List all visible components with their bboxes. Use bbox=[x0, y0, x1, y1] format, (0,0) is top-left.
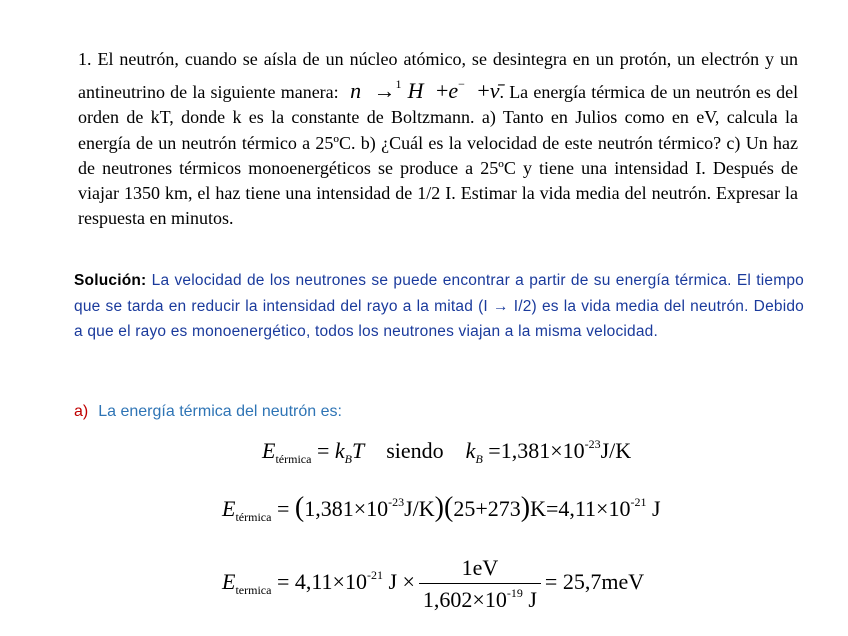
eq2-temperature-sum: 25+273 bbox=[453, 496, 521, 521]
eq2-unit-1: J/K bbox=[404, 496, 435, 521]
eq3-denominator-value: 1,602×10 bbox=[422, 587, 507, 612]
decay-reaction bbox=[344, 78, 500, 103]
eq1-k-subscript: B bbox=[344, 452, 352, 466]
eq2-result: K=4,11×10 bbox=[530, 496, 631, 521]
eq2-left-paren-2: ( bbox=[444, 492, 454, 523]
eq1-word: siendo bbox=[386, 438, 444, 463]
eq2-unit-2: J bbox=[651, 496, 661, 521]
hydrogen-symbol: H bbox=[407, 78, 424, 104]
eq2-exponent-2: -21 bbox=[630, 495, 647, 509]
antineutrino-symbol: ν̄ bbox=[489, 78, 500, 104]
problem-text-before: 1. El neutrón, cuando se aísla de un núcleo atómico, se desintegra en un protón, un electrón y un antineutrino de la siguiente manera: bbox=[78, 49, 798, 103]
eq3-denominator bbox=[419, 584, 541, 613]
eq1-temperature-symbol: T bbox=[351, 438, 365, 463]
eq2-right-paren-2: ) bbox=[520, 492, 531, 523]
problem-statement bbox=[78, 47, 798, 231]
reaction-arrow: → bbox=[373, 78, 396, 104]
plus-sign-2: + bbox=[477, 78, 490, 104]
equation-thermal-energy-definition bbox=[262, 437, 631, 467]
equation-thermal-energy-ev bbox=[222, 555, 644, 613]
eq3-value: 4,11×10 bbox=[294, 569, 367, 595]
eq3-numerator: 1eV bbox=[419, 555, 541, 584]
eq1-subscript: térmica bbox=[275, 452, 312, 466]
electron-charge: − bbox=[458, 77, 465, 92]
part-a-letter: a) bbox=[74, 403, 89, 420]
eq3-equals-2: = bbox=[544, 569, 558, 595]
solution-label: Solución: bbox=[74, 272, 147, 289]
eq3-exponent: -21 bbox=[366, 568, 383, 583]
eq1-boltzmann-subscript: B bbox=[475, 452, 483, 466]
eq3-equals: = bbox=[276, 569, 290, 595]
eq3-fraction bbox=[419, 555, 541, 613]
eq3-denominator-exponent: -19 bbox=[506, 586, 523, 600]
eq1-boltzmann-symbol: k bbox=[465, 438, 476, 463]
electron-symbol: e bbox=[448, 78, 459, 104]
eq1-exponent: -23 bbox=[584, 437, 601, 451]
equation-thermal-energy-joules bbox=[222, 492, 661, 525]
eq1-equals-2: = bbox=[488, 438, 501, 463]
eq2-exponent-1: -23 bbox=[388, 495, 405, 509]
eq2-subscript: térmica bbox=[235, 510, 272, 524]
eq2-boltzmann-value: 1,381×10 bbox=[304, 496, 389, 521]
solution-paragraph bbox=[74, 268, 804, 345]
plus-sign: + bbox=[435, 78, 449, 104]
problem-text-after: . La energía térmica de un neutrón es del orden de kT, donde k es la constante de Boltzmann. a) Tanto en Julios como en eV, calcula la energía de un neutrón térmico a 25ºC. b) ¿Cuál es la velocidad de este neutrón térmico? c) Un haz de neutrones térmicos monoenergéticos se produce a 25ºC y tiene una intensidad I. Después de viajar 1350 km, el haz tiene una intensidad de 1/2 I. Estimar la vida media del neutrón. Expresar la respuesta en minutos. bbox=[78, 82, 799, 229]
eq3-result: 25,7meV bbox=[562, 569, 645, 595]
eq1-boltzmann-value: 1,381×10 bbox=[500, 438, 585, 463]
part-a-heading bbox=[74, 403, 342, 421]
eq2-energy-symbol: E bbox=[222, 496, 236, 521]
neutron-symbol: n bbox=[350, 78, 362, 104]
eq2-left-paren-1: ( bbox=[294, 492, 305, 523]
part-a-text: La energía térmica del neutrón es: bbox=[98, 403, 342, 420]
eq1-equals: = bbox=[316, 438, 330, 463]
eq1-k-symbol: k bbox=[334, 438, 345, 463]
eq3-denominator-unit: J bbox=[528, 587, 537, 612]
eq1-unit: J/K bbox=[600, 438, 632, 463]
eq3-unit: J × bbox=[388, 569, 415, 595]
hydrogen-mass-number: 1 bbox=[395, 77, 402, 92]
eq2-equals: = bbox=[276, 496, 290, 521]
eq3-energy-symbol: E bbox=[222, 569, 236, 595]
eq3-subscript: termica bbox=[235, 583, 272, 598]
eq1-energy-symbol: E bbox=[262, 438, 276, 463]
eq2-right-paren-1: ) bbox=[434, 492, 444, 523]
solution-text: La velocidad de los neutrones se puede encontrar a partir de su energía térmica. El tiempo que se tarda en reducir la intensidad del rayo a la mitad (I → I/2) es la vida media del neutrón. Debido a que el rayo es monoenergético, todos los neutrones viajan a la misma velocidad. bbox=[74, 272, 804, 340]
